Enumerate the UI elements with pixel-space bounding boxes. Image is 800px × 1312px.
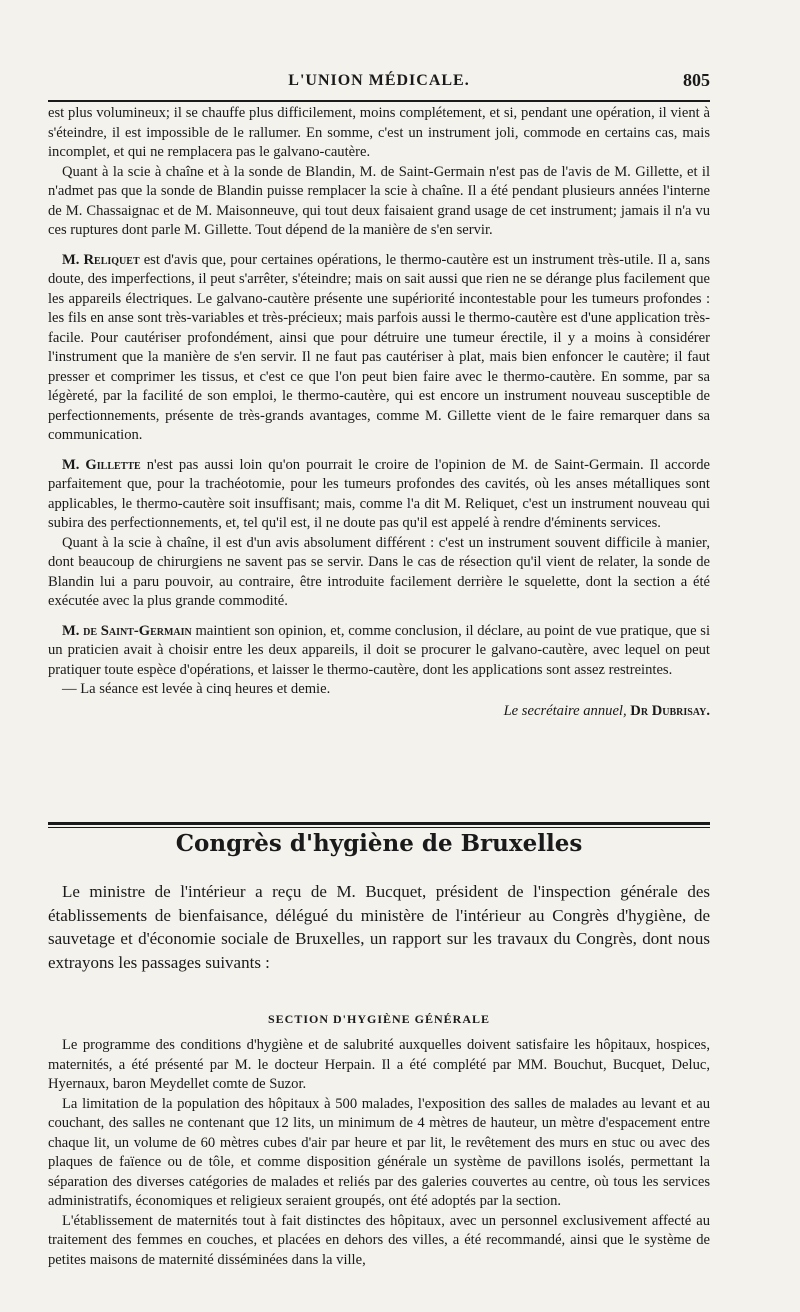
- page-header: [48, 64, 710, 102]
- paragraph: — La séance est levée à cinq heures et demie.: [62, 681, 331, 697]
- paragraph-text: maintient son opinion, et, comme conclusion, il déclare, au point de vue pratique, que si un praticien avait à choisir entre les deux appareils, il doit se procurer le galvano-cautère, avec lequel on peut pratiquer toute espèce d'opérations, et laisser le thermo-cautère, dont les applications sont assez restreintes.: [48, 622, 711, 678]
- page-number: 805: [683, 70, 710, 90]
- article-title: Congrès d'hygiène de Bruxelles: [175, 830, 583, 857]
- running-title: L'UNION MÉDICALE.: [288, 72, 470, 89]
- paragraph: La limitation de la population des hôpitaux à 500 malades, l'exposition des salles de malades au levant et au couchant, des salles ne contenant que 12 lits, un minimum de 4 mètres de hauteur, un mètre d'espacement entre chaque lit, un volume de 60 mètres cubes d'air par heure et par lit, le revêtement des murs en stuc ou avec des plaques de faïence ou de tôle, et comme disposition générale un système de pavillons isolés, permettant la séparation des diverses catégories de malades et reliés par des galeries couvertes au centre, où tous les services administratifs, économiques et religieux seraient groupés, ont été adoptés par la section.: [48, 1095, 710, 1209]
- section-divider: [48, 822, 710, 828]
- paragraph: Le programme des conditions d'hygiène et de salubrité auxquelles doivent satisfaire les hôpitaux, hospices, maternités, a été présenté par M. le docteur Herpain. Il a été complété par MM. Bouchut, Bucquet, Deluc, Hyernaux, baron Meydellet comte de Suzor.: [48, 1037, 710, 1092]
- paragraph: Le ministre de l'intérieur a reçu de M. Bucquet, président de l'inspection générale des établissements de bienfaisance, délégué du ministère de l'intérieur au Congrès d'hygiène, de sauvetage et d'économie sociale de Bruxelles, un rapport sur les travaux du Congrès, dont nous extrayons les passages suivants :: [48, 882, 710, 972]
- signature-role: Le secrétaire annuel,: [503, 702, 627, 719]
- paragraph: Quant à la scie à chaîne et à la sonde de Blandin, M. de Saint-Germain n'est pas de l'avis de M. Gillette, et il n'admet pas que la sonde de Blandin puisse remplacer la scie à chaîne. Il a été pendant plusieurs années l'interne de M. Chassaignac et de M. Maisonneuve, qui tout deux faisaient grand usage de cet instrument; jamais il n'a vu ces ruptures dont parle M. Gillette. Tout dépend de la manière de s'en servir.: [48, 163, 710, 238]
- article-text: [48, 1036, 710, 1270]
- paragraph-text: n'est pas aussi loin qu'on pourrait le croire de l'opinion de M. de Saint-Germain. Il accorde parfaitement que, pour la trachéotomie, pour les tumeurs profondes des cavités, où les anses métalliques sont applicables, le thermo-cautère soit insuffisant; mais, comme l'a dit M. Reliquet, c'est un instrument nouveau qui subira des perfectionnements, et, tel qu'il est, il ne doute pas qu'il est appelé à rendre d'éminents services.: [48, 456, 710, 531]
- paragraph: Quant à la scie à chaîne, il est d'un avis absolument différent : c'est un instrument souvent difficile à manier, dont beaucoup de chirurgiens ne savent pas se servir. Dans le cas de résection qu'il vient de relater, la sonde de Blandin lui a paru pouvoir, au contraire, être introduite facilement derrière le squelette, dont la section a été exécutée avec la plus grande commodité.: [48, 534, 710, 609]
- paragraph: est plus volumineux; il se chauffe plus difficilement, moins complétement, et si, pendant une opération, il vient à s'éteindre, il est impossible de le rallumer. En somme, c'est un instrument joli, commode en certains cas, mais incomplet, et qui ne remplacera pas le galvano-cautère.: [48, 105, 710, 160]
- paragraph: [48, 622, 710, 681]
- speaker-name: M. Gillette: [62, 456, 141, 473]
- discussion-text: [48, 104, 710, 721]
- paragraph: [48, 456, 710, 534]
- paragraph: [48, 251, 710, 446]
- paragraph-text: est d'avis que, pour certaines opérations, le thermo-cautère est un instrument très-utile. Il a, sans doute, des imperfections, il peut s'arrêter, s'éteindre; mais on sait aussi que rien ne se dérange plus facilement que les appareils électriques. Le galvano-cautère présente une supériorité incontestable pour les tumeurs profondes : les fils en anse sont très-variables et très-précieux; mais parfois aussi le thermo-cautère est d'une application très-facile. Pour cautériser profondément, ainsi que pour détruire une tumeur érectile, il y a moins à considérer l'instrument que la manière de s'en servir. Il ne faut pas cautériser à plat, mais bien enfoncer le cautère; il faut presser et comprimer les tissus, et c'est ce que l'on peut bien faire avec le thermo-cautère. En somme, par sa légèreté, par la facilité de son emploi, le thermo-cautère, qui est encore un instrument nouveau susceptible de perfectionnements, présente de très-grands avantages, comme M. Gillette vient de le faire remarquer dans sa communication.: [48, 251, 711, 443]
- speaker-name: M. de Saint-Germain: [62, 622, 192, 639]
- article-intro: [48, 880, 710, 974]
- paragraph: L'établissement de maternités tout à fait distinctes des hôpitaux, avec un personnel exclusivement affecté au traitement des femmes en couches, et placées en dehors des villes, a été recommandé, ainsi que le système de petites maisons de maternité disséminées dans la ville,: [48, 1212, 710, 1268]
- signature-name: Dr Dubrisay.: [630, 702, 710, 719]
- section-heading: SECTION D'HYGIÈNE GÉNÉRALE: [267, 1012, 491, 1026]
- signature: [48, 702, 710, 722]
- speaker-name: M. Reliquet: [62, 251, 140, 268]
